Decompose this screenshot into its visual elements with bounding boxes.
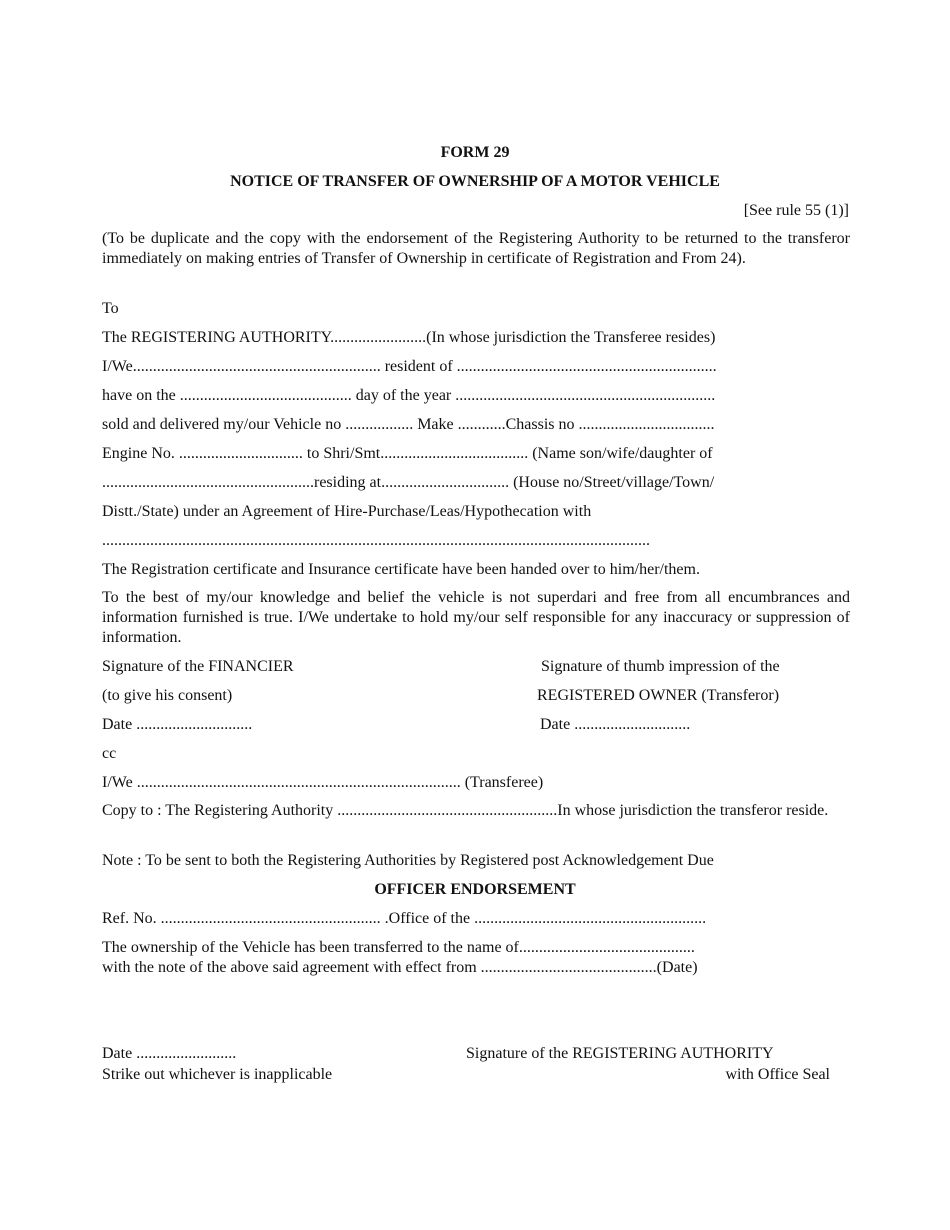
to-label: To — [102, 300, 119, 317]
engine-transferee-line: Engine No. ............................... to Shri/Smt..................................... (Name son/wife/daughter of — [102, 445, 713, 462]
owner-date-line: Date ............................. — [540, 716, 691, 733]
thumb-impression-label: Signature of thumb impression of the — [541, 658, 780, 675]
copy-to-paragraph: Copy to : The Registering Authority .......................................................In whose jurisdiction the transferor reside. — [102, 802, 829, 819]
transferee-line: I/We ................................................................................. (Transferee) — [102, 774, 544, 791]
financier-blank-line: ......................................................................................................................................... — [102, 532, 650, 549]
ref-number-line: Ref. No. ....................................................... .Office of the .......................................................... — [102, 910, 707, 927]
vehicle-details-line: sold and delivered my/our Vehicle no ................. Make ............Chassis no .................................. — [102, 416, 715, 433]
authority-signature-label: Signature of the REGISTERING AUTHORITY — [466, 1045, 774, 1062]
registering-authority-line: The REGISTERING AUTHORITY........................(In whose jurisdiction the Transferee resides) — [102, 329, 716, 346]
note-line: Note : To be sent to both the Registering Authorities by Registered post Acknowledgement Due — [102, 852, 714, 869]
registered-owner-label: REGISTERED OWNER (Transferor) — [537, 687, 780, 704]
declaration-paragraph: To the best of my/our knowledge and belief the vehicle is not superdari and free from all encumbrances and information furnished is true. I/We undertake to hold my/our self responsible for any inaccuracy or suppression of information. — [102, 589, 850, 646]
effective-date-line: with the note of the above said agreement with effect from ............................................(Date) — [102, 959, 698, 976]
office-seal-label: with Office Seal — [725, 1066, 830, 1083]
strike-out-note: Strike out whichever is inapplicable — [102, 1066, 333, 1083]
date-of-sale-line: have on the ........................................... day of the year ................................................................. — [102, 387, 716, 404]
form-number: FORM 29 — [440, 144, 510, 161]
financier-date-line: Date ............................. — [102, 716, 253, 733]
ownership-transfer-line: The ownership of the Vehicle has been transferred to the name of............................................ — [102, 939, 695, 956]
consent-label: (to give his consent) — [102, 687, 233, 704]
residing-line: .....................................................residing at................................ (House no/Street/village/Town/ — [102, 474, 715, 491]
cc-label: cc — [102, 745, 117, 762]
endorsement-heading: OFFICER ENDORSEMENT — [374, 881, 576, 898]
instruction-paragraph: (To be duplicate and the copy with the endorsement of the Registering Authority to be returned to the transferor immediately on making entries of Transfer of Ownership in certificate of Registration and From 24). — [102, 230, 850, 267]
endorsement-date-line: Date ......................... — [102, 1045, 237, 1062]
form-title: NOTICE OF TRANSFER OF OWNERSHIP OF A MOTOR VEHICLE — [230, 173, 720, 190]
agreement-line: Distt./State) under an Agreement of Hire-Purchase/Leas/Hypothecation with — [102, 503, 592, 520]
certificate-handover-line: The Registration certificate and Insurance certificate have been handed over to him/her/them. — [102, 561, 700, 578]
transferor-line: I/We.............................................................. resident of ................................................................. — [102, 358, 717, 375]
financier-signature-label: Signature of the FINANCIER — [102, 658, 294, 675]
rule-reference: [See rule 55 (1)] — [743, 202, 849, 219]
